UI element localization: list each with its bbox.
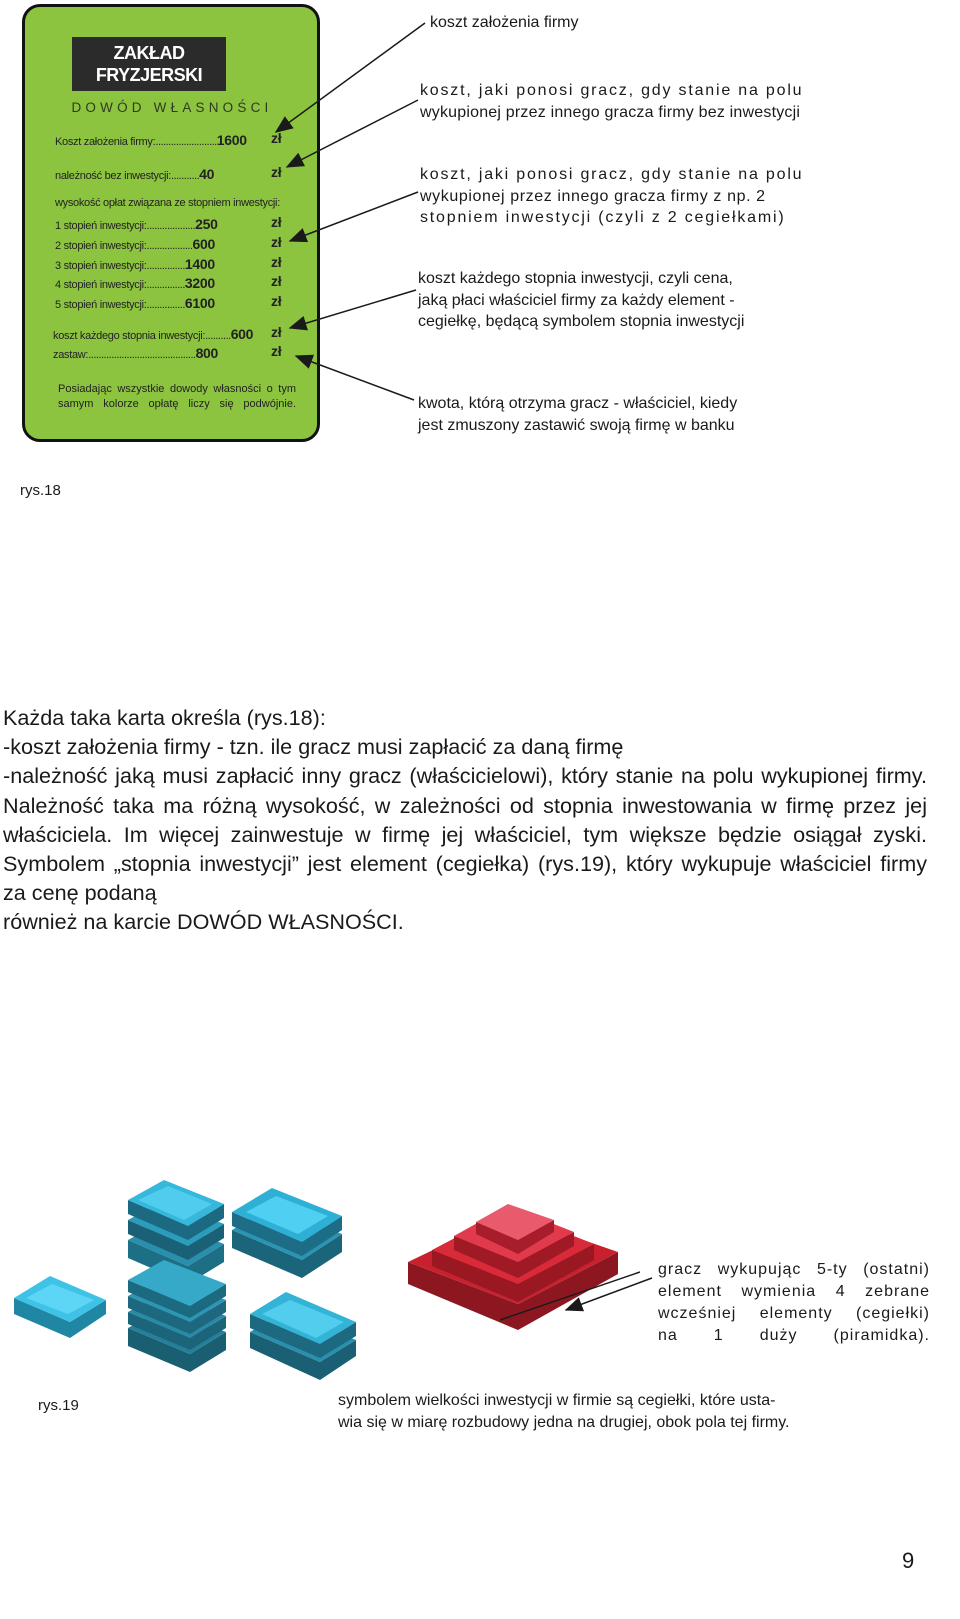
card-row-label: należność bez inwestycji: xyxy=(55,170,172,182)
card-row-unit: zł xyxy=(271,343,282,359)
callout-line: jest zmuszony zastawić swoją firmę w banku xyxy=(418,416,735,434)
card-row-value: 1400 xyxy=(184,256,215,272)
callout-line: koszt, jaki ponosi gracz, gdy stanie na polu xyxy=(420,82,804,99)
callout-line: cegiełkę, będącą symbolem stopnia inwestycji xyxy=(418,313,745,330)
note-pyramid xyxy=(658,1259,930,1347)
brick-stack-4 xyxy=(128,1260,226,1372)
card-row-dots: .................. xyxy=(146,240,193,252)
card-row-label: 2 stopień inwestycji: xyxy=(55,240,147,252)
body-line: -należność jaką musi zapłacić inny gracz (właścicielowi), który stanie na polu wykupionej firmy. Należność taka ma różną wysokość, w zależności od stopnia inwestowania w firmę przez jej właściciela. Im więcej zainwestuje w firmę jej właściciel, tym większe będzie osiągał zyski. Symbolem „stopnia inwestycji” jest element (cegiełka) (rys.19), który wykupuje właściciel firmy za cenę podaną xyxy=(3,763,927,906)
note-line: na 1 duży (piramidka). xyxy=(658,1327,930,1344)
pyramid-arrow xyxy=(560,1250,660,1320)
card-row-label: 5 stopień inwestycji: xyxy=(55,299,147,311)
card-row-label: koszt każdego stopnia inwestycji: xyxy=(53,330,206,342)
card-row-unit: zł xyxy=(271,324,282,340)
card-row-value: 600 xyxy=(192,236,216,252)
callout-fee-no-investment xyxy=(420,80,803,123)
card-row-unit: zł xyxy=(271,254,282,270)
card-row-dots: ........... xyxy=(171,170,200,182)
card-row-unit: zł xyxy=(271,214,282,230)
callout-line: stopniem inwestycji (czyli z 2 cegiełkami) xyxy=(420,209,786,226)
investment-bricks-illustration xyxy=(0,1140,640,1380)
card-title-line2: FRYZJERSKI xyxy=(95,65,203,85)
card-row-value: 3200 xyxy=(184,275,215,291)
brick-single xyxy=(14,1276,106,1338)
card-title-line1: ZAKŁAD xyxy=(113,43,185,63)
card-row-value: 40 xyxy=(199,166,215,182)
card-row-label: wysokość opłat związana ze stopniem inwestycji: xyxy=(55,197,280,209)
callout-line: kwota, którą otrzyma gracz - właściciel, kiedy xyxy=(418,395,738,412)
callout-line: wykupionej przez innego gracza firmy bez inwestycji xyxy=(420,103,801,121)
card-row-label: 4 stopień inwestycji: xyxy=(55,279,147,291)
card-row-value: 250 xyxy=(195,216,218,232)
card-footer: Posiadając wszystkie dowody własności o tym samym kolorze opłatę liczy się podwójnie. xyxy=(58,383,296,410)
note-line: wia się w miarę rozbudowy jedna na drugiej, obok pola tej firmy. xyxy=(338,1414,790,1431)
body-line: również na karcie DOWÓD WŁASNOŚCI. xyxy=(3,909,404,935)
card-row-dots: ............... xyxy=(146,260,185,272)
card-row-value: 1600 xyxy=(216,132,247,148)
brick-stack-2b xyxy=(250,1292,356,1380)
arrow-founding-cost xyxy=(276,23,425,132)
callout-line: jaką płaci właściciel firmy za każdy element - xyxy=(418,291,735,309)
card-row-value: 800 xyxy=(195,345,219,361)
note-line: gracz wykupując 5-ty (ostatni) xyxy=(658,1261,930,1278)
brick-stack-2 xyxy=(232,1188,342,1278)
card-row-dots: .......... xyxy=(205,330,231,342)
note-line: wcześniej elementy (cegiełki) xyxy=(658,1305,930,1322)
callout-fee-level-2 xyxy=(420,164,803,229)
callout-level-cost xyxy=(418,268,744,333)
card-row-unit: zł xyxy=(271,164,282,180)
card-row-unit: zł xyxy=(271,234,282,250)
card-row-label: Koszt założenia firmy: xyxy=(55,136,156,148)
callout-mortgage xyxy=(418,393,737,436)
note-line: element wymienia 4 zebrane xyxy=(658,1283,930,1300)
callout-line: koszt każdego stopnia inwestycji, czyli cena, xyxy=(418,270,733,287)
card-row-dots: ........................ xyxy=(155,136,217,148)
note-line: symbolem wielkości inwestycji w firmie są cegiełki, które usta- xyxy=(338,1392,776,1409)
note-bricks xyxy=(338,1390,898,1434)
card-row-label: 1 stopień inwestycji: xyxy=(55,220,147,232)
card-row-unit: zł xyxy=(271,130,282,146)
figure-label-rys19: rys.19 xyxy=(38,1397,79,1414)
card-row-label: 3 stopień inwestycji: xyxy=(55,260,147,272)
card-row-unit: zł xyxy=(271,293,282,309)
body-line: -koszt założenia firmy - tzn. ile gracz musi zapłacić za daną firmę xyxy=(3,734,624,760)
card-row-value: 600 xyxy=(230,326,254,342)
card-row-dots: ............... xyxy=(146,279,185,291)
callout-line: wykupionej przez innego gracza firmy z np. 2 xyxy=(420,187,766,205)
callout-line: koszt, jaki ponosi gracz, gdy stanie na polu xyxy=(420,166,804,183)
card-row-dots: ................... xyxy=(146,220,196,232)
card-row-value: 6100 xyxy=(184,295,215,311)
body-paragraph xyxy=(3,703,927,937)
arrow-mortgage xyxy=(296,356,414,400)
card-row-label: zastaw: xyxy=(53,349,89,361)
callout-founding-cost: koszt założenia firmy xyxy=(430,14,579,31)
card-row-unit: zł xyxy=(271,273,282,289)
card-row-dots: .......................................... xyxy=(88,349,196,361)
page-number: 9 xyxy=(902,1548,915,1573)
card-row-dots: ............... xyxy=(146,299,185,311)
arrow-fee-level-2 xyxy=(290,192,418,241)
arrow-level-cost xyxy=(290,290,416,328)
card-subtitle: DOWÓD WŁASNOŚCI xyxy=(71,100,273,115)
figure-label-rys18: rys.18 xyxy=(20,482,61,499)
body-line: Każda taka karta określa (rys.18): xyxy=(3,705,326,730)
